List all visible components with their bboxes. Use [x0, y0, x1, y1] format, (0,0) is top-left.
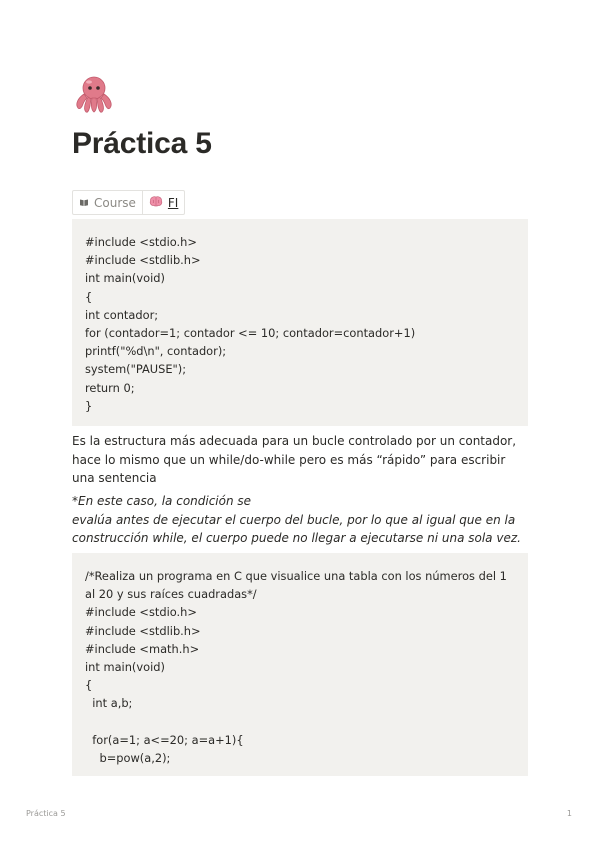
note-line-2: evalúa antes de ejecutar el cuerpo del bucle, por lo que al igual que en la construcción while, el cuerpo puede no llegar a ejecutarse ni una sola vez.: [72, 512, 521, 545]
book-icon: [79, 196, 89, 210]
code-line: #include <stdio.h>: [85, 235, 197, 249]
code-block-2: [72, 553, 528, 776]
code-line: system("PAUSE");: [85, 362, 187, 377]
code-line: #include <stdio.h>: [85, 605, 197, 620]
code-line: int main(void): [85, 660, 165, 675]
code-line: b=pow(a,2);: [85, 751, 171, 766]
code-line: /*Realiza un programa en C que visualice una tabla con los números del 1 al 20 y sus raíces cuadradas*/: [85, 569, 511, 602]
code-line: int contador;: [85, 307, 159, 322]
code-line: #include <stdlib.h>: [85, 253, 201, 268]
note-line-1: *En este caso, la condición se: [72, 494, 252, 508]
code-line: {: [85, 289, 93, 304]
property-course-label: [73, 191, 142, 214]
code-line: #include <math.h>: [85, 641, 200, 656]
code-line: int main(void): [85, 271, 165, 286]
italic-note: [72, 492, 528, 548]
code-line: printf("%d\n", contador);: [85, 344, 227, 359]
code-line: #include <stdlib.h>: [85, 623, 201, 638]
code-line: }: [85, 398, 93, 413]
footer-title: Práctica 5: [26, 809, 66, 818]
page-number: 1: [566, 809, 572, 818]
property-course-value[interactable]: [142, 191, 184, 214]
code-line: for(a=1; a<=20; a=a+1){: [85, 732, 244, 747]
code-line: [85, 713, 516, 731]
code-line: int a,b;: [85, 696, 133, 711]
code-block-1: [72, 219, 528, 426]
course-value-link[interactable]: FI: [167, 195, 179, 210]
octopus-icon: [72, 74, 116, 116]
code-line: {: [85, 678, 93, 693]
course-label: Course: [94, 195, 136, 210]
page-title: Práctica 5: [72, 127, 212, 160]
code-line: for (contador=1; contador <= 10; contador=contador+1): [85, 326, 416, 341]
properties-bar: [72, 190, 185, 215]
code-line: return 0;: [85, 380, 135, 395]
paragraph-for-loop: Es la estructura más adecuada para un bucle controlado por un contador, hace lo mismo que un while/do-while pero es más “rápido” para escribir una sentencia: [72, 434, 517, 485]
brain-icon: [149, 196, 163, 210]
